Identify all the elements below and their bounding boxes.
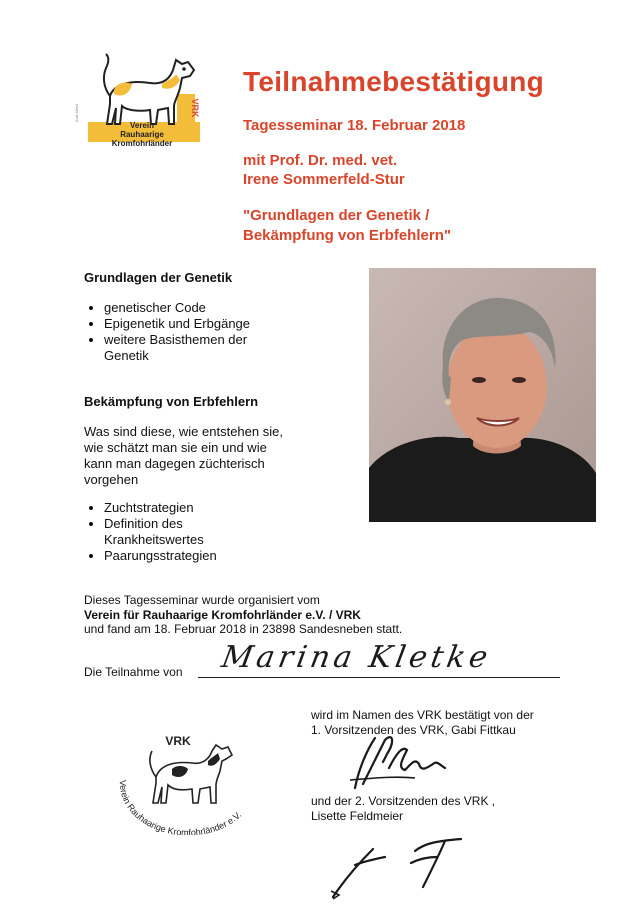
lecturer-name: Irene Sommerfeld-Stur (243, 171, 405, 188)
lecturer-title: mit Prof. Dr. med. vet. (243, 152, 398, 169)
organizer-name: Verein für Rauhaarige Kromfohrländer e.V. / VRK (84, 608, 361, 622)
list-item: • genetischer Code (104, 300, 324, 316)
section-defects-heading: Bekämpfung von Erbfehlern (84, 394, 259, 409)
lecturer-photo (369, 268, 596, 522)
participant-label: Die Teilnahme von (84, 665, 183, 679)
svg-text:Verein Rauhaarige Kromfohrländ: Verein Rauhaarige Kromfohrländer e.V. (117, 779, 244, 835)
list-item: • Zuchtstrategien (104, 500, 344, 516)
confirm-line2: 1. Vorsitzenden des VRK, Gabi Fittkau (311, 723, 516, 737)
seminar-date: Tagesseminar 18. Februar 2018 (243, 117, 466, 134)
stamp-dog-icon (112, 725, 262, 835)
confirm-line1: wird im Namen des VRK bestätigt von der (311, 708, 534, 722)
svg-text:VRK: VRK (190, 98, 200, 118)
seminar-topic-line1: "Grundlagen der Genetik / (243, 207, 430, 224)
seminar-topic-line2: Bekämpfung von Erbfehlern" (243, 227, 451, 244)
confirm-line4: Lisette Feldmeier (311, 809, 404, 823)
participant-name: Marina Kletke (218, 640, 495, 675)
organizer-line1: Dieses Tagesseminar wurde organisiert vom (84, 593, 320, 607)
confirm-line3: und der 2. Vorsitzenden des VRK , (311, 794, 496, 808)
logo-small-text: Kurt Kleinl (74, 103, 79, 122)
list-item: • Epigenetik und Erbgänge (104, 316, 324, 332)
list-item: • Paarungsstrategien (104, 548, 344, 564)
signature-first-chair (345, 728, 455, 790)
section-genetics-list (84, 300, 324, 364)
organizer-line3: und fand am 18. Februar 2018 in 23898 Sandesneben statt. (84, 622, 403, 636)
signature-second-chair (325, 835, 475, 900)
vrk-stamp (112, 725, 262, 835)
svg-text:VRK: VRK (165, 734, 191, 748)
section-defects-list (84, 500, 344, 564)
list-item: • Definition des Krankheitswertes (104, 516, 344, 548)
logo-text: Verein Rauhaarige Kromfohrländer (111, 121, 173, 148)
vrk-logo (70, 50, 205, 148)
list-item: • weitere Basisthemen der Genetik (104, 332, 324, 364)
participant-signature-line (198, 676, 560, 678)
section-genetics-heading: Grundlagen der Genetik (84, 270, 233, 285)
page-title: Teilnahmebestätigung (243, 66, 545, 97)
section-defects-text: Was sind diese, wie entstehen sie, wie schätzt man sie ein und wie kann man dagegen züchterisch vorgehen (84, 424, 283, 487)
